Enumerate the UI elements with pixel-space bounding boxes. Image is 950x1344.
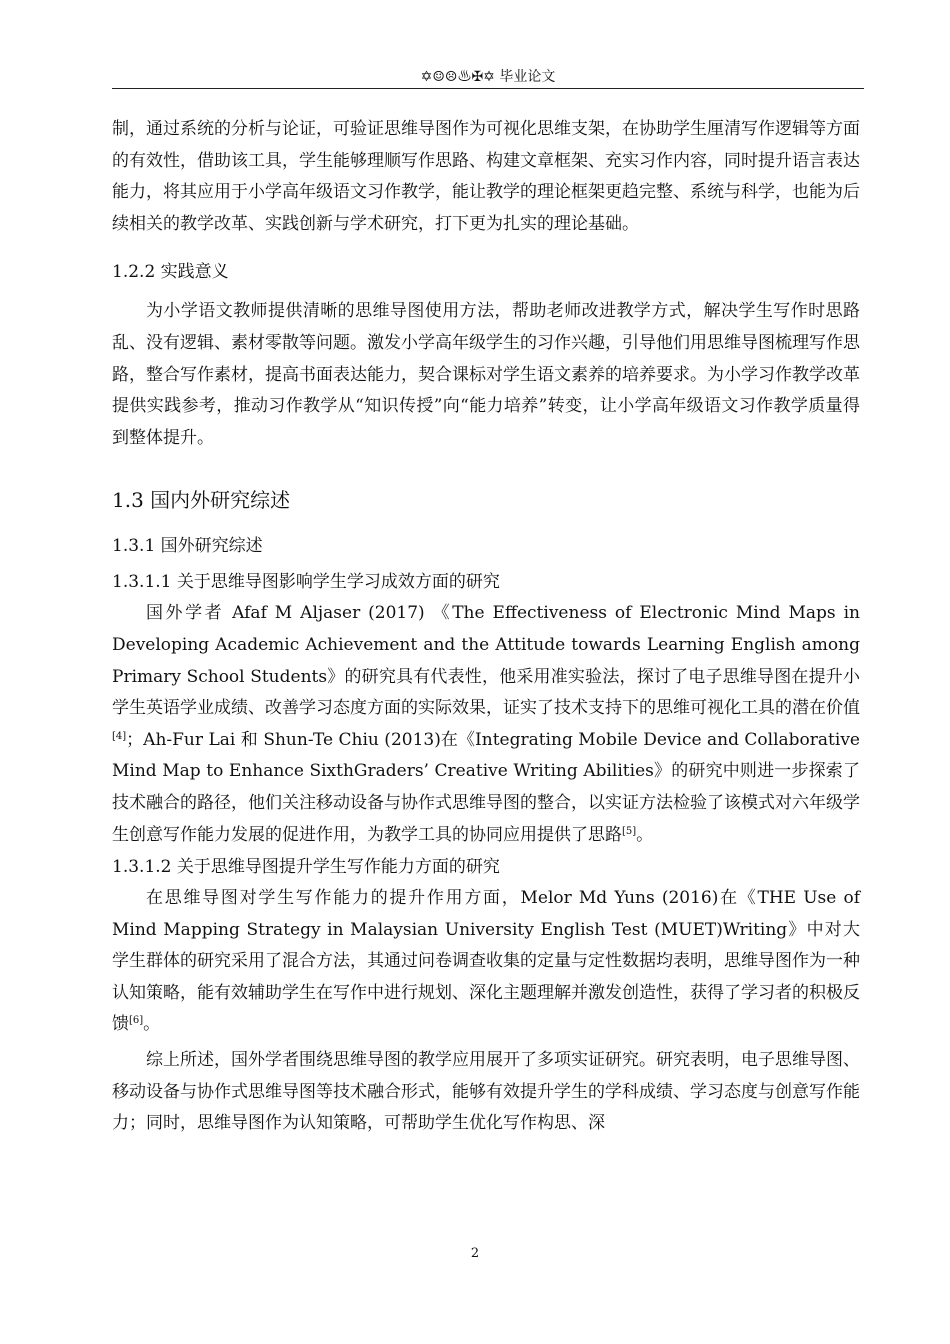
paragraph-practice-significance: 为小学语文教师提供清晰的思维导图使用方法，帮助老师改进教学方式，解决学生写作时思路乱、没有逻辑、素材零散等问题。激发小学高年级学生的习作兴趣，引导他们用思维导图梳理写作思路，整合写作素材，提高书面表达能力，契合课标对学生语文素养的培养要求。为小学习作教学改革提供实践参考，推动习作教学从“知识传授”向“能力培养”转变，让小学高年级语文习作教学质量得到整体提升。 bbox=[112, 301, 860, 448]
page-number: 2 bbox=[470, 1246, 480, 1261]
citation-4: [4] bbox=[112, 730, 127, 742]
citation-5: [5] bbox=[622, 825, 637, 837]
heading-1-3-1-1: 1.3.1.1 关于思维导图影响学生学习成效方面的研究 bbox=[112, 572, 500, 593]
page-header bbox=[112, 66, 864, 89]
paragraph-text: 。 bbox=[636, 824, 654, 845]
header-title: ✡☺☹♨✠✡ 毕业论文 bbox=[420, 69, 556, 85]
paragraph-text: ；Ah-Fur Lai 和 Shun-Te Chiu (2013)在《Integrating Mobile Device and Collaborative Mind Map to Enhance SixthGraders’ Creative Writing Abilities》的研究中则进一步探索了技术融合的路径，他们关注移动设备与协作式思维导图的整合，以实证方法检验了该模式对六年级学生创意写作能力发展的促进作用，为教学工具的协同应用提供了思路 bbox=[112, 729, 860, 845]
heading-1-3-1: 1.3.1 国外研究综述 bbox=[112, 536, 263, 557]
paragraph-foreign-research-learning bbox=[112, 598, 860, 851]
paragraph-foreign-research-writing bbox=[112, 883, 860, 1041]
citation-6: [6] bbox=[129, 1015, 144, 1027]
heading-1-2-2: 1.2.2 实践意义 bbox=[112, 262, 229, 283]
heading-1-3: 1.3 国内外研究综述 bbox=[112, 488, 291, 513]
paragraph-text: 。 bbox=[143, 1014, 161, 1035]
paragraph-text: 在思维导图对学生写作能力的提升作用方面，Melor Md Yuns (2016)在《THE Use of Mind Mapping Strategy in Malaysian University English Test (MUET)Writing》中对大学生群体的研究采用了混合方法，其通过问卷调查收集的定量与定性数据均表明，思维导图作为一种认知策略，能有效辅助学生在写作中进行规划、深化主题理解并激发创造性，获得了学习者的积极反馈 bbox=[112, 888, 860, 1035]
paragraph-intro: 制，通过系统的分析与论证，可验证思维导图作为可视化思维支架，在协助学生厘清写作逻辑等方面的有效性，借助该工具，学生能够理顺写作思路、构建文章框架、充实习作内容，同时提升语言表达能力，将其应用于小学高年级语文习作教学，能让教学的理论框架更趋完整、系统与科学，也能为后续相关的教学改革、实践创新与学术研究，打下更为扎实的理论基础。 bbox=[112, 119, 860, 234]
heading-1-3-1-2: 1.3.1.2 关于思维导图提升学生写作能力方面的研究 bbox=[112, 857, 500, 878]
page-footer bbox=[0, 1245, 950, 1263]
paragraph-summary: 综上所述，国外学者围绕思维导图的教学应用展开了多项实证研究。研究表明，电子思维导图、移动设备与协作式思维导图等技术融合形式，能够有效提升学生的学科成绩、学习态度与创意写作能力；同时，思维导图作为认知策略，可帮助学生优化写作构思、深 bbox=[112, 1050, 860, 1134]
paragraph-text: 国外学者 Afaf M Aljaser (2017) 《The Effectiveness of Electronic Mind Maps in Developing Academic Achievement and the Attitude towards Learning English among Primary School Students》的研究具有代表性，他采用准实验法，探讨了电子思维导图在提升小学生英语学业成绩、改善学习态度方面的实际效果，证实了技术支持下的思维可视化工具的潜在价值 bbox=[112, 603, 860, 719]
page-body bbox=[112, 114, 860, 1140]
